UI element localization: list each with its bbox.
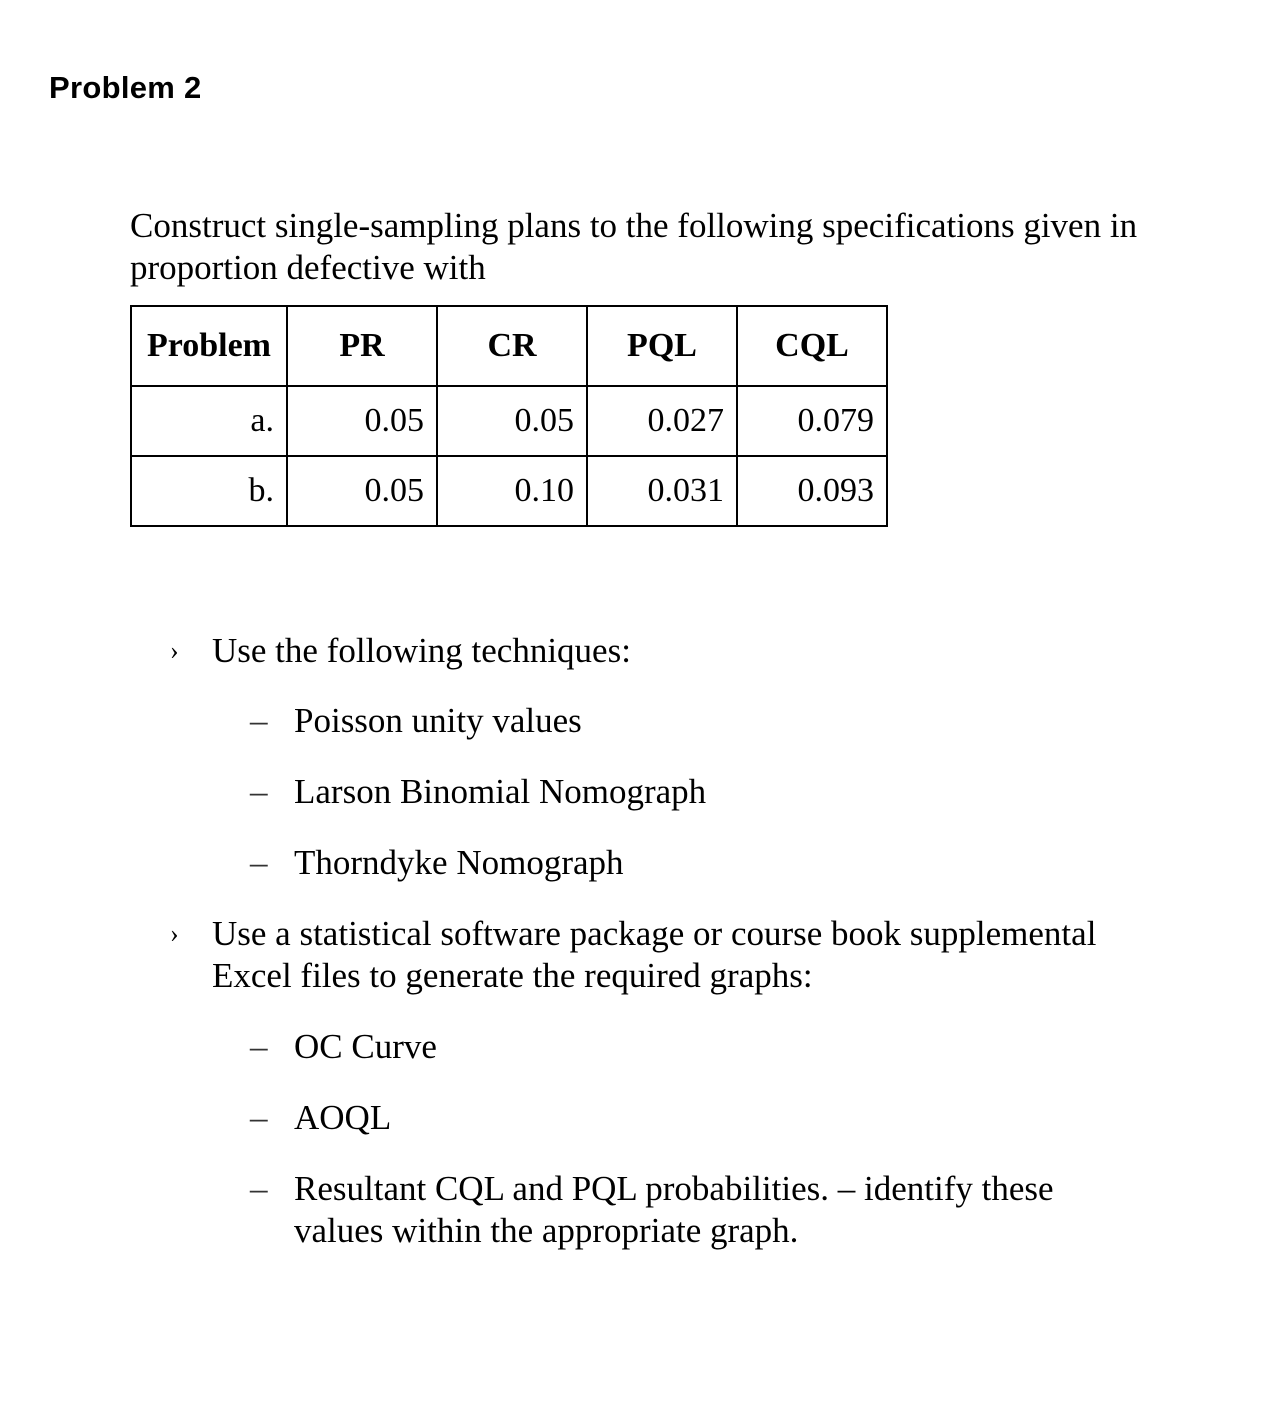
problem-heading: Problem 2: [49, 70, 202, 105]
cell-problem: a.: [131, 386, 287, 456]
dash-icon: –: [250, 1098, 268, 1137]
bullet-text: Use a statistical software package or course book supplemental Excel files to generate the required graphs:: [212, 914, 1097, 995]
header-problem: Problem: [131, 306, 287, 386]
dash-icon: –: [250, 1169, 268, 1208]
dash-icon: –: [250, 843, 268, 882]
table-row: [131, 456, 887, 526]
header-pql: PQL: [587, 306, 737, 386]
header-cr: CR: [437, 306, 587, 386]
cell-pr: 0.05: [287, 386, 437, 456]
header-pr: PR: [287, 306, 437, 386]
chevron-right-icon: ›: [170, 636, 179, 665]
cell-cql: 0.079: [737, 386, 887, 456]
cell-cr: 0.10: [437, 456, 587, 526]
cell-cr: 0.05: [437, 386, 587, 456]
dash-icon: –: [250, 701, 268, 740]
cell-pql: 0.031: [587, 456, 737, 526]
cell-pr: 0.05: [287, 456, 437, 526]
chevron-right-icon: ›: [170, 919, 179, 948]
cell-pql: 0.027: [587, 386, 737, 456]
header-cql: CQL: [737, 306, 887, 386]
intro-paragraph: Construct single-sampling plans to the following specifications given in proportion defective with: [130, 206, 1138, 287]
cell-problem: b.: [131, 456, 287, 526]
specifications-table: [130, 305, 888, 527]
table-header-row: [131, 306, 887, 386]
dash-icon: –: [250, 1027, 268, 1066]
cell-cql: 0.093: [737, 456, 887, 526]
dash-icon: –: [250, 772, 268, 811]
table-row: [131, 386, 887, 456]
bullet-text: Use the following techniques:: [212, 631, 631, 670]
